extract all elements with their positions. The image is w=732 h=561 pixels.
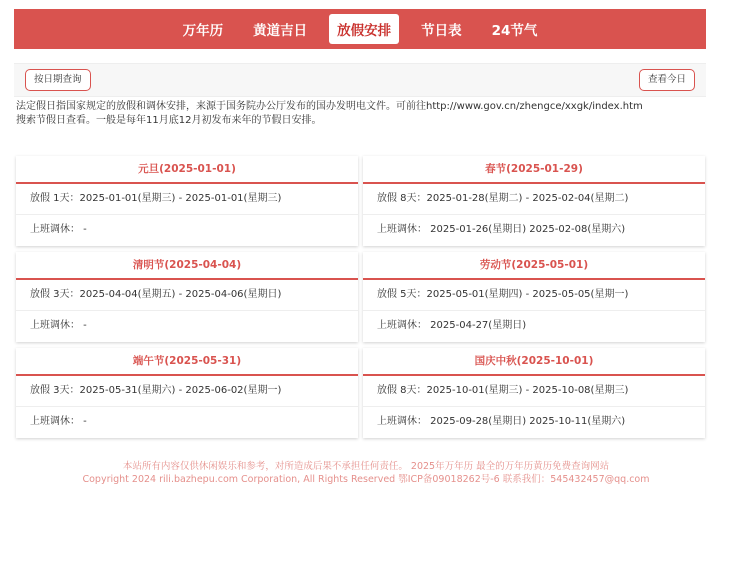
intro-line-1: 法定假日指国家规定的放假和调休安排，来源于国务院办公厅发布的国办发明电文件。可前往http://www.gov.cn/zhengce/xxgk/index.htm bbox=[16, 101, 643, 112]
holiday-work-row: 上班调休： 2025-01-26(星期日) 2025-02-08(星期六) bbox=[377, 224, 626, 235]
footer-disclaimer: 本站所有内容仅供休闲娱乐和参考，对所造成后果不承担任何责任。 2025年万年历 最全的万年历黄历免费查询网站 bbox=[122, 461, 610, 472]
footer-copyright: Copyright 2024 rili.bazhepu.com Corporation, All Rights Reserved 鄂ICP备09018262号-6 联系我们：545432457@qq.com bbox=[82, 474, 650, 485]
top-navbar bbox=[14, 9, 706, 49]
holiday-card-spring-festival bbox=[363, 156, 705, 246]
holiday-off-row: 放假 3天：2025-04-04(星期五) - 2025-04-06(星期日) bbox=[16, 280, 358, 311]
nav-item-festival-table[interactable]: 节日表 bbox=[421, 23, 462, 39]
holiday-work-row: 上班调休： - bbox=[30, 320, 87, 331]
holiday-card-qingming bbox=[16, 252, 358, 342]
holiday-work-row: 上班调休： 2025-09-28(星期日) 2025-10-11(星期六) bbox=[377, 416, 626, 427]
holiday-card-national-day bbox=[363, 348, 705, 438]
nav-item-wannianli[interactable]: 万年历 bbox=[182, 23, 224, 39]
holiday-card-new-year bbox=[16, 156, 358, 246]
holiday-card-dragon-boat bbox=[16, 348, 358, 438]
holiday-title: 国庆中秋(2025-10-01) bbox=[363, 348, 705, 376]
holiday-title: 劳动节(2025-05-01) bbox=[363, 252, 705, 280]
nav-item-huangdaojiri[interactable]: 黄道吉日 bbox=[253, 23, 308, 39]
holiday-title: 春节(2025-01-29) bbox=[363, 156, 705, 184]
holiday-title: 端午节(2025-05-31) bbox=[16, 348, 358, 376]
query-by-date-button[interactable]: 按日期查询 bbox=[25, 69, 91, 91]
holiday-work-row: 上班调休： - bbox=[30, 224, 87, 235]
intro-line-2: 搜索节假日查看。一般是每年11月底12月初发布来年的节假日安排。 bbox=[16, 115, 322, 126]
holiday-work-row: 上班调休： - bbox=[30, 416, 87, 427]
intro-text bbox=[16, 100, 706, 128]
holiday-work-row: 上班调休： 2025-04-27(星期日) bbox=[377, 320, 527, 331]
holiday-off-row: 放假 5天：2025-05-01(星期四) - 2025-05-05(星期一) bbox=[363, 280, 705, 311]
holiday-title: 元旦(2025-01-01) bbox=[16, 156, 358, 184]
nav-item-holiday-schedule[interactable]: 放假安排 bbox=[329, 14, 399, 44]
holiday-title: 清明节(2025-04-04) bbox=[16, 252, 358, 280]
date-toolbar bbox=[14, 63, 706, 97]
holiday-off-row: 放假 8天：2025-10-01(星期三) - 2025-10-08(星期三) bbox=[363, 376, 705, 407]
holiday-off-row: 放假 8天：2025-01-28(星期二) - 2025-02-04(星期二) bbox=[363, 184, 705, 215]
holiday-off-row: 放假 1天：2025-01-01(星期三) - 2025-01-01(星期三) bbox=[16, 184, 358, 215]
nav-item-solar-terms[interactable]: 24节气 bbox=[491, 23, 538, 39]
holiday-card-labor-day bbox=[363, 252, 705, 342]
view-today-button[interactable]: 查看今日 bbox=[639, 69, 695, 91]
holiday-off-row: 放假 3天：2025-05-31(星期六) - 2025-06-02(星期一) bbox=[16, 376, 358, 407]
